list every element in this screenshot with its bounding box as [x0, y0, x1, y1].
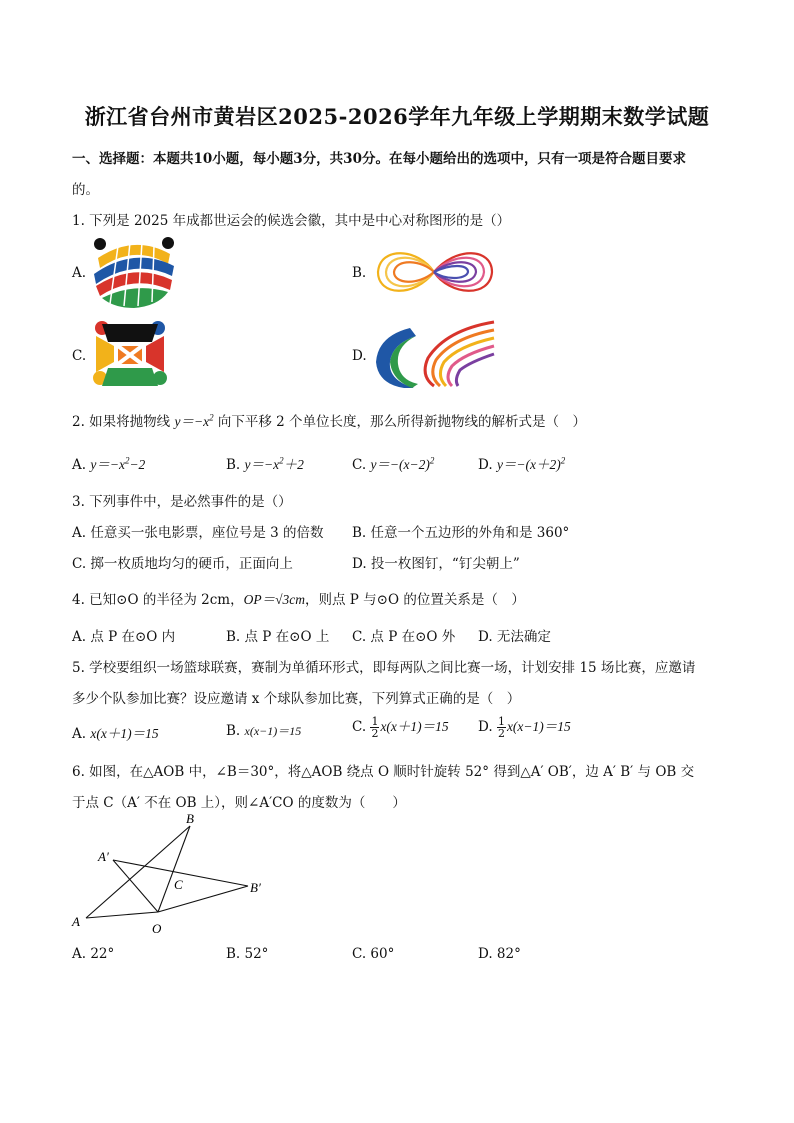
geometry-figure: [66, 812, 276, 937]
q5-option-c-label: C.: [352, 719, 367, 735]
q3-option-b: B. 任意一个五边形的外角和是 360°: [352, 525, 570, 541]
q5-option-a-label: A.: [72, 726, 87, 742]
logo-c-image: [90, 318, 170, 390]
q5-option-a: A. x(x＋1)＝15: [72, 726, 159, 742]
q3-option-a: A. 任意买一张电影票，座位号是 3 的倍数: [72, 525, 324, 541]
q4-option-a: A. 点 P 在⊙O 内: [72, 629, 176, 645]
q3-option-c: C. 掷一枚质地均匀的硬币，正面向上: [72, 556, 293, 572]
q2-stem-post: 向下平移 2 个单位长度，那么所得新抛物线的解析式是（ ）: [213, 414, 587, 430]
logo-d-image: [368, 318, 498, 390]
page-title: 浙江省台州市黄岩区2025-2026学年九年级上学期期末数学试题: [84, 104, 710, 129]
question-4-stem: [72, 588, 525, 608]
q6-option-b: B. 52°: [226, 946, 269, 962]
question-5-line1: 5. 学校要组织一场篮球联赛，赛制为单循环形式，即每两队之间比赛一场，计划安排 15 场比赛，应邀请: [72, 660, 696, 676]
question-5-line2: 多少个队参加比赛？设应邀请 x 个球队参加比赛，下列算式正确的是（ ）: [72, 691, 521, 707]
q1-option-a-label: A.: [72, 265, 87, 281]
q2-option-a: A. $y=-x^2-2$: [72, 455, 146, 473]
question-2-stem: [72, 410, 586, 430]
question-6-line2: 于点 C（A′ 不在 OB 上），则∠A′CO 的度数为（ ）: [72, 795, 406, 811]
q5-option-d-label: D.: [478, 719, 493, 735]
label-B-prime: B′: [250, 880, 261, 895]
question-1-stem: 1. 下列是 2025 年成都世运会的候选会徽，其中是中心对称图形的是（）: [72, 213, 511, 229]
q5-option-c: C. $\frac{1}{2}$ x(x＋1)＝15: [352, 715, 449, 740]
q5-option-b-label: B.: [226, 723, 241, 739]
section-heading-cont: 的。: [72, 182, 99, 198]
q4-option-c: C. 点 P 在⊙O 外: [352, 629, 456, 645]
q1-option-b-label: B.: [352, 265, 367, 281]
q2-option-a-label: A.: [72, 457, 87, 473]
q6-option-d: D. 82°: [478, 946, 521, 962]
logo-b-image: [370, 240, 500, 304]
q2-option-d-label: D.: [478, 457, 493, 473]
q2-option-b-label: B.: [226, 457, 241, 473]
q6-option-c: C. 60°: [352, 946, 395, 962]
question-3-stem: 3. 下列事件中，是必然事件的是（）: [72, 494, 292, 510]
q2-formula: $y=-x^2$: [174, 412, 214, 429]
q3-option-d: D. 投一枚图钉，“钉尖朝上”: [352, 556, 520, 572]
q1-option-d-label: D.: [352, 348, 367, 364]
q2-option-d: D. $y=-(x+2)^2$: [478, 455, 566, 473]
q2-option-b: B. $y=-x^2+2$: [226, 455, 304, 473]
label-A-prime: A′: [98, 849, 109, 864]
q4-formula: OP＝√3cm: [243, 592, 305, 607]
label-O: O: [152, 921, 162, 936]
q4-option-d: D. 无法确定: [478, 629, 551, 645]
q4-option-b: B. 点 P 在⊙O 上: [226, 629, 330, 645]
q2-stem-pre: 2. 如果将抛物线: [72, 414, 175, 430]
question-6-line1: 6. 如图，在△AOB 中，∠B＝30°，将△AOB 绕点 O 顺时针旋转 52° 得到△A′ OB′，边 A′ B′ 与 OB 交: [72, 764, 695, 780]
logo-a-image: [88, 236, 180, 310]
q5-option-b: B. x(x−1)＝15: [226, 723, 302, 739]
section-heading: 一、选择题：本题共10小题，每小题3分，共30分。在每小题给出的选项中，只有一项是符合题目要求: [72, 151, 686, 167]
label-C: C: [174, 877, 183, 892]
q4-stem-a: 4. 已知⊙O 的半径为 2cm，: [72, 592, 244, 608]
q2-option-c: C. $y=-(x-2)^2$: [352, 455, 435, 473]
q4-stem-b: ，则点 P 与⊙O 的位置关系是（ ）: [305, 592, 525, 608]
q2-option-c-label: C.: [352, 457, 367, 473]
q1-option-c-label: C.: [72, 348, 87, 364]
q5-option-d: D. $\frac{1}{2}$ x(x−1)＝15: [478, 715, 571, 740]
label-B: B: [186, 811, 194, 826]
q6-option-a: A. 22°: [72, 946, 115, 962]
label-A: A: [72, 914, 80, 929]
